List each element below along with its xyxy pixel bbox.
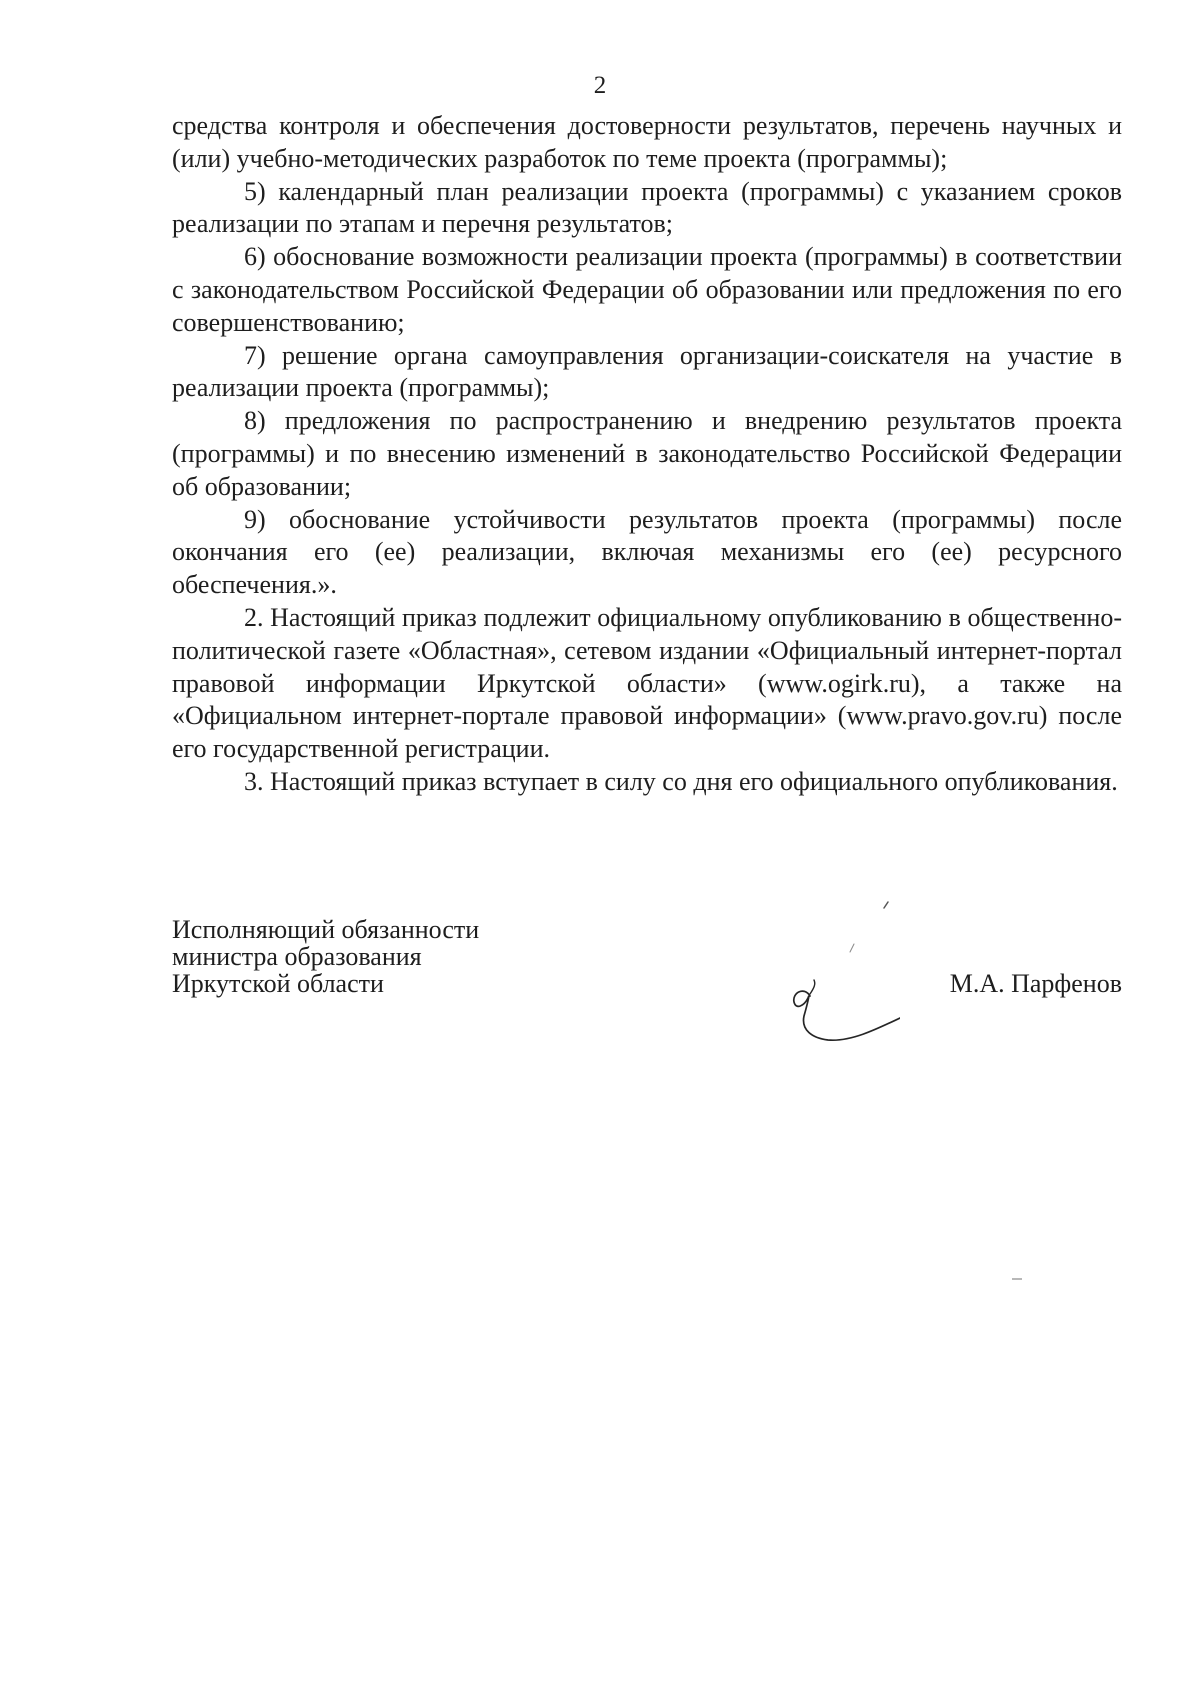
position-line-3: Иркутской области <box>172 969 384 998</box>
paragraph-item-9: 9) обоснование устойчивости результатов проекта (программы) после окончания его (ее) реализации, включая механизмы его (ее) ресурсного обеспечения.». <box>172 504 1122 600</box>
position-line-1: Исполняющий обязанности <box>172 915 480 944</box>
paragraph-item-7: 7) решение органа самоуправления организации-соискателя на участие в реализации проекта (программы); <box>172 340 1122 403</box>
scan-speck <box>1012 1278 1022 1280</box>
paragraph-continuation: средства контроля и обеспечения достоверности результатов, перечень научных и (или) учебно-методических разработок по теме проекта (программы); <box>172 111 1122 173</box>
page-number: 2 <box>593 72 607 99</box>
paragraph-item-8: 8) предложения по распространению и внедрению результатов проекта (программы) и по внесению изменений в законодательство Российской Федерации об образовании; <box>172 406 1122 501</box>
document-body <box>172 110 1122 799</box>
signatory-position <box>172 916 479 997</box>
paragraph-clause-2: 2. Настоящий приказ подлежит официальному опубликованию в общественно-политической газете «Областная», сетевом издании «Официальный интернет-портал правовой информации Иркутской области» (www.ogirk.ru), а также на «Официальном интернет-портале правовой информации» (www.pravo.gov.ru) после его государственной регистрации. <box>172 602 1122 764</box>
paragraph-item-6: 6) обоснование возможности реализации проекта (программы) в соответствии с законодательством Российской Федерации об образовании или предложения по его совершенствованию; <box>172 242 1122 337</box>
paragraph-clause-3: 3. Настоящий приказ вступает в силу со дня его официального опубликования. <box>244 766 1118 796</box>
handwritten-signature <box>770 898 900 1058</box>
position-line-2: министра образования <box>172 942 422 971</box>
signer-name: М.А. Парфенов <box>949 969 1122 998</box>
paragraph-item-5: 5) календарный план реализации проекта (программы) с указанием сроков реализации по этапам и перечня результатов; <box>172 176 1122 239</box>
